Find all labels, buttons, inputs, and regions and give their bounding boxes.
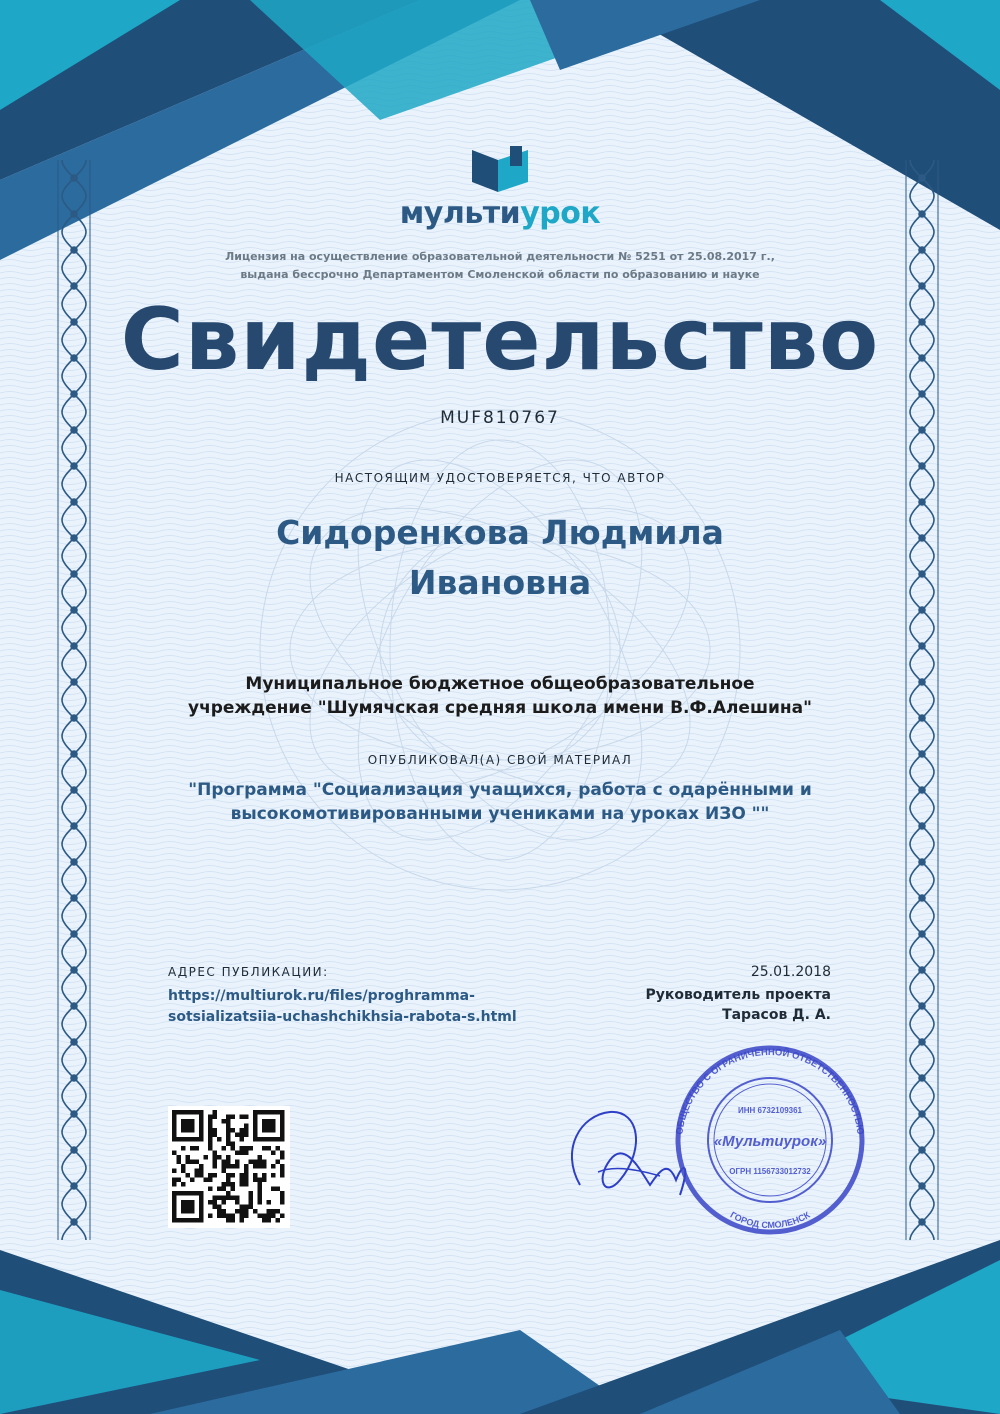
material-line1: "Программа "Социализация учащихся, работа с одарёнными и <box>188 780 812 800</box>
stamp-city: ГОРОД СМОЛЕНСК <box>728 1209 812 1231</box>
published-label: ОПУБЛИКОВАЛ(А) СВОЙ МАТЕРИАЛ <box>367 753 633 767</box>
certifies-label: НАСТОЯЩИМ УДОСТОВЕРЯЕТСЯ, ЧТО АВТОР <box>334 471 666 485</box>
license-line1: Лицензия на осуществление образовательной деятельности № 5251 от 25.08.2017 г., <box>225 250 775 263</box>
publication-link-line2[interactable]: sotsializatsiia-uchashchikhsia-rabota-s.html <box>168 1009 517 1025</box>
organization-line1: Муниципальное бюджетное общеобразовательное <box>245 674 755 694</box>
license-line2: выдана бессрочно Департаментом Смоленской области по образованию и науке <box>240 268 760 281</box>
brand-part1: мульти <box>399 196 521 231</box>
stamp-ring-text: ОБЩЕСТВО С ОГРАНИЧЕННОЙ ОТВЕТСТВЕННОСТЬЮ <box>674 1046 866 1136</box>
stamp-center: «Мультиурок» <box>713 1133 827 1150</box>
author-name-line1: Сидоренкова Людмила <box>276 513 724 552</box>
publication-link-line1[interactable]: https://multiurok.ru/files/proghramma- <box>168 988 475 1004</box>
svg-text:ОБЩЕСТВО С ОГРАНИЧЕННОЙ ОТВЕТС <box>674 1047 865 1136</box>
issue-date: 25.01.2018 <box>750 964 831 980</box>
brand-part2: урок <box>520 196 601 231</box>
certificate-title: Свидетельство <box>120 290 880 390</box>
signer-role: Руководитель проекта <box>645 987 831 1003</box>
organization-line2: учреждение "Шумячская средняя школа имени В.Ф.Алешина" <box>187 698 812 718</box>
stamp-inn: ИНН 6732109361 <box>737 1106 803 1115</box>
author-name-line2: Ивановна <box>408 563 592 602</box>
signer-name: Тарасов Д. А. <box>722 1007 831 1023</box>
stamp-ogrn: ОГРН 1156733012732 <box>729 1167 811 1176</box>
address-label: АДРЕС ПУБЛИКАЦИИ: <box>168 965 329 979</box>
certificate-code: MUF810767 <box>440 408 560 428</box>
material-line2: высокомотивированными учениками на уроках ИЗО "" <box>230 804 770 824</box>
